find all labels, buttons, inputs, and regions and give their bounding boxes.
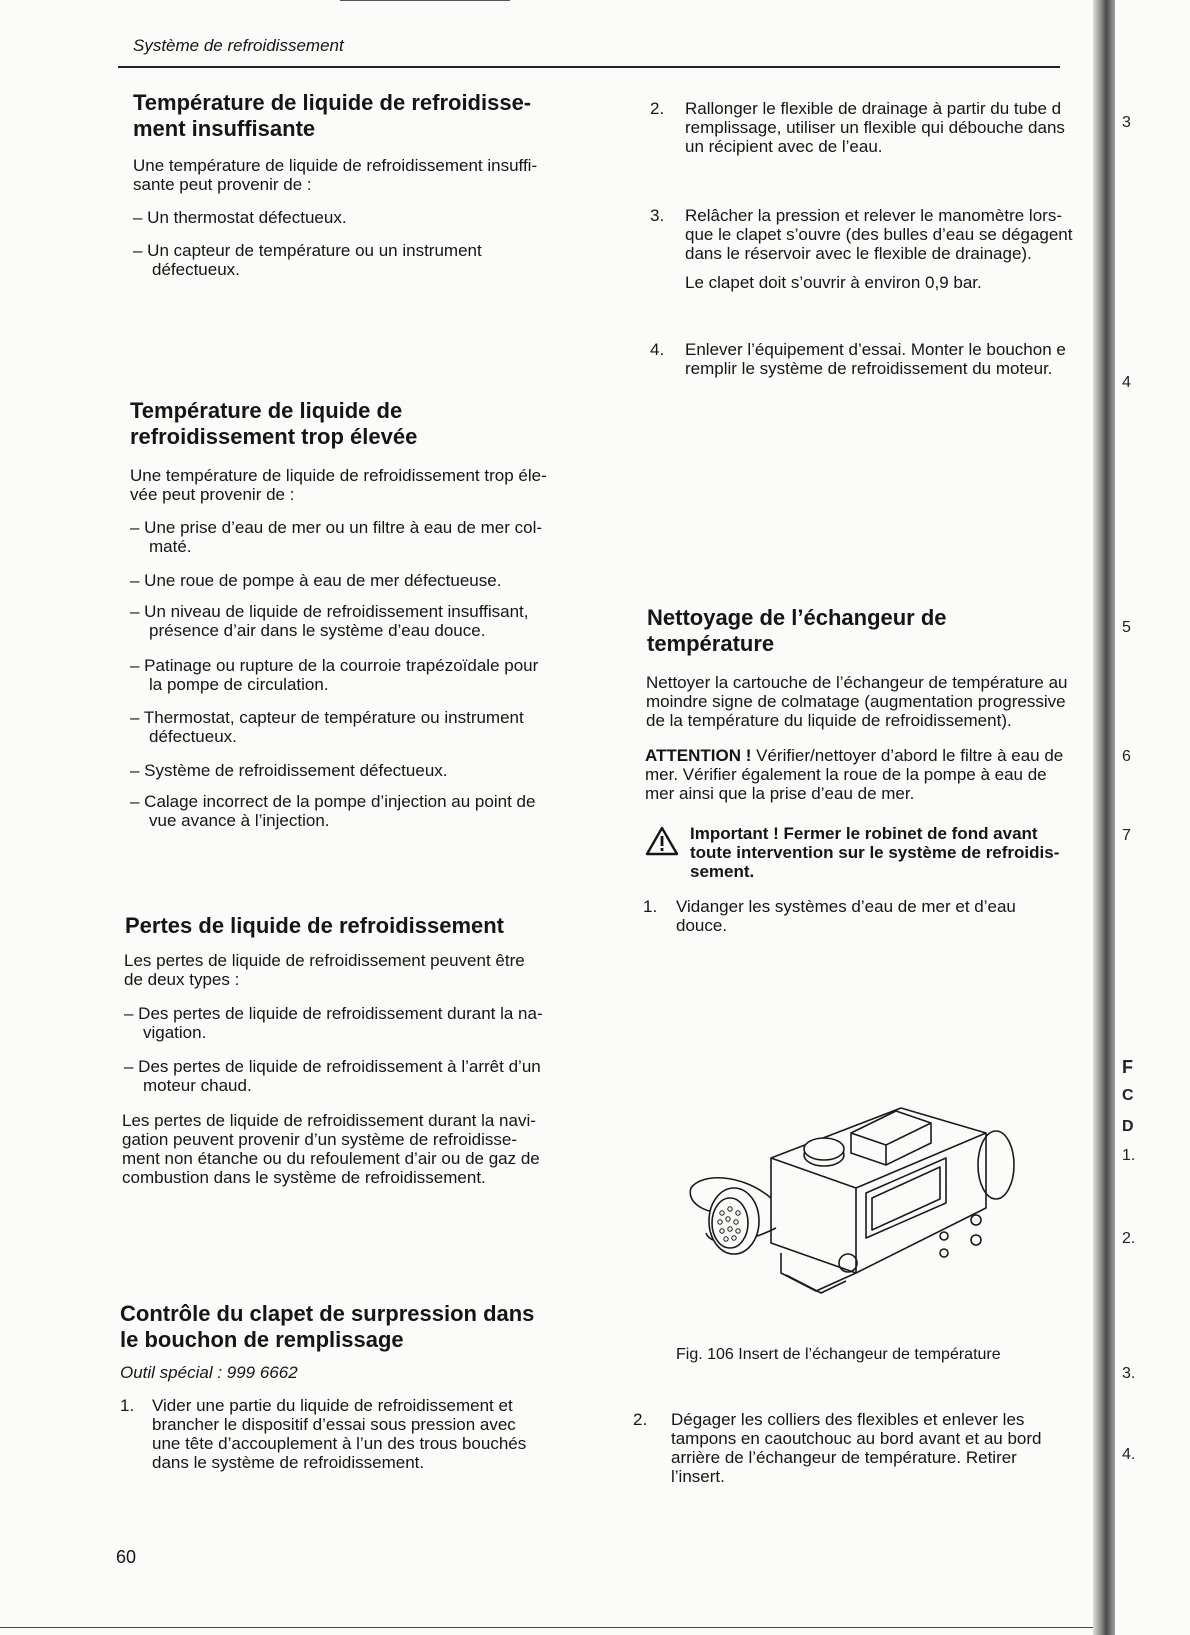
list-item: – Patinage ou rupture de la courroie trapézoïdale pour la pompe de circulation. [130, 656, 539, 694]
section-title-high-temp: Température de liquide de refroidissement trop élevée [130, 398, 418, 449]
attention-note: ATTENTION ! Vérifier/nettoyer d’abord le filtre à eau de mer. Vérifier également la roue de la pompe à eau de mer ainsi que la prise d’eau de mer. [645, 746, 1064, 803]
important-warning: Important ! Fermer le robinet de fond avant toute intervention sur le système de refroidis- sement. [690, 824, 1060, 881]
running-title: Système de refroidissement [133, 36, 344, 55]
edge-tab-3b: 3. [1122, 1365, 1136, 1382]
edge-tab-5: 5 [1122, 619, 1131, 636]
special-tool-label: Outil spécial : 999 6662 [120, 1363, 298, 1382]
edge-tab-6: 6 [1122, 748, 1131, 765]
list-item: – Des pertes de liquide de refroidissement à l’arrêt d’un moteur chaud. [124, 1057, 541, 1095]
step-note: Le clapet doit s’ouvrir à environ 0,9 bar. [685, 273, 982, 292]
edge-tab-2: 2. [1122, 1230, 1136, 1247]
warning-triangle-icon [645, 826, 679, 856]
top-edge-rule [340, 0, 510, 1]
sec3-paragraph: Les pertes de liquide de refroidissement durant la navi- gation peuvent provenir d’un système de refroidisse- ment non étanche ou du refoulement d’air ou de gaz de combustion dans le système de refroidissement. [122, 1111, 540, 1187]
list-item: – Un capteur de température ou un instrument défectueux. [133, 241, 482, 279]
sec5-paragraph: Nettoyer la cartouche de l’échangeur de température au moindre signe de colmatage (augmentation progressive de la température du liquide de refroidissement). [646, 673, 1068, 730]
edge-tab-d: D [1122, 1118, 1134, 1135]
edge-tab-c: C [1122, 1087, 1134, 1104]
sec1-intro: Une température de liquide de refroidissement insuffi- sante peut provenir de : [133, 156, 538, 194]
step-item: 4. Enlever l’équipement d’essai. Monter le bouchon e remplir le système de refroidissement du moteur. [650, 340, 1066, 378]
list-item: – Une prise d’eau de mer ou un filtre à eau de mer col- maté. [130, 518, 543, 556]
heat-exchanger-insert-figure [686, 1103, 1046, 1333]
bottom-rule [0, 1627, 1093, 1628]
list-item: – Un niveau de liquide de refroidissement insuffisant, présence d’air dans le système d’eau douce. [130, 602, 529, 640]
section-title-pressure-valve: Contrôle du clapet de surpression dans le bouchon de remplissage [120, 1301, 535, 1352]
edge-tab-f: F [1122, 1057, 1133, 1077]
edge-tab-4b: 4. [1122, 1446, 1136, 1463]
edge-tab-3: 3 [1122, 114, 1131, 131]
attention-label: ATTENTION ! [645, 746, 752, 765]
section-title-heat-exchanger: Nettoyage de l’échangeur de température [647, 605, 947, 656]
list-item: – Calage incorrect de la pompe d’injection au point de vue avance à l’injection. [130, 792, 536, 830]
figure-caption: Fig. 106 Insert de l’échangeur de température [676, 1346, 1001, 1363]
list-item: – Des pertes de liquide de refroidissement durant la na- vigation. [124, 1004, 543, 1042]
list-item: – Une roue de pompe à eau de mer défectueuse. [130, 571, 502, 590]
page-edge-shadow [1093, 0, 1115, 1635]
edge-tab-4: 4 [1122, 374, 1131, 391]
list-item: – Un thermostat défectueux. [133, 208, 347, 227]
step-item: 1. Vidanger les systèmes d’eau de mer et d’eau douce. [643, 897, 1016, 935]
step-item: 1. Vider une partie du liquide de refroidissement et brancher le dispositif d’essai sous pression avec une tête d’accouplement à l’un des trous bouchés dans le système de refroidissement. [120, 1396, 527, 1472]
edge-tab-1: 1. [1122, 1147, 1136, 1164]
step-item: 3. Relâcher la pression et relever le manomètre lors- que le clapet s’ouvre (des bulles d’eau se dégagent dans le réservoir avec le flexible de drainage). Le clapet doit s’ouvrir à environ 0,9 bar. [650, 206, 1073, 292]
sec2-intro: Une température de liquide de refroidissement trop éle- vée peut provenir de : [130, 466, 547, 504]
sec3-intro: Les pertes de liquide de refroidissement peuvent être de deux types : [124, 951, 525, 989]
step-item: 2. Rallonger le flexible de drainage à partir du tube d remplissage, utiliser un flexible qui débouche dans un récipient avec de l’eau. [650, 99, 1065, 156]
edge-tab-7: 7 [1122, 827, 1131, 844]
list-item: – Thermostat, capteur de température ou instrument défectueux. [130, 708, 524, 746]
step-item: 2. Dégager les colliers des flexibles et enlever les tampons en caoutchouc au bord avant et au bord arrière de l’échangeur de température. Retirer l’insert. [633, 1410, 1042, 1486]
page-number: 60 [116, 1547, 137, 1567]
list-item: – Système de refroidissement défectueux. [130, 761, 448, 780]
section-title-insufficient-temp: Température de liquide de refroidisse- ment insuffisante [133, 90, 532, 141]
header-rule [118, 66, 1060, 68]
section-title-coolant-loss: Pertes de liquide de refroidissement [125, 913, 505, 938]
